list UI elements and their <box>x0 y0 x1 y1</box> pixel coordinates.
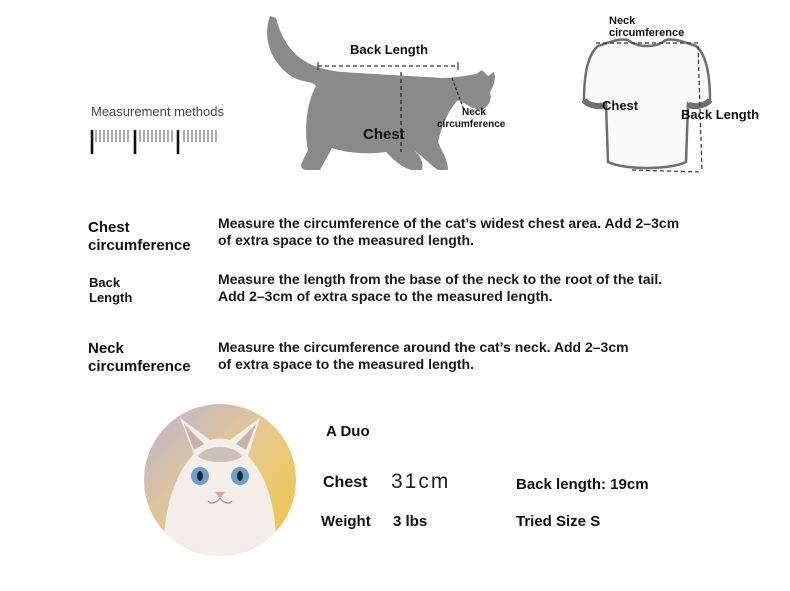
cat-chest-label: Chest <box>363 126 405 143</box>
desc-line: Measure the circumference around the cat’s neck. Add 2–3cm <box>218 339 629 355</box>
chest-value: 31cm <box>391 470 451 493</box>
term-line: Neck <box>88 340 124 357</box>
term-line: Chest <box>88 219 130 236</box>
desc-line: Measure the length from the base of the neck to the root of the tail. <box>218 271 663 287</box>
definition-desc-back-length <box>218 271 738 305</box>
desc-line: Add 2–3cm of extra space to the measured length. <box>218 288 553 304</box>
term-line: Length <box>89 290 133 305</box>
definition-term-chest <box>88 219 191 255</box>
chest-label: Chest <box>323 474 368 491</box>
cat-photo <box>144 404 296 556</box>
cat-back-length-label: Back Length <box>350 42 429 57</box>
desc-line: of extra space to the measured length. <box>218 232 474 248</box>
term-line: Back <box>89 275 121 290</box>
weight-value: 3 lbs <box>393 513 428 530</box>
cat-measurement-diagram <box>262 12 532 180</box>
shirt-neck-label-2: circumference <box>609 27 685 39</box>
shirt-neck-label-1: Neck <box>609 15 636 27</box>
cat-neck-label-2: circumference <box>437 119 506 130</box>
desc-line: Measure the circumference of the cat’s widest chest area. Add 2–3cm <box>218 215 680 231</box>
shirt-back-length-label: Back Length <box>681 107 760 122</box>
desc-line: of extra space to the measured length. <box>218 356 474 372</box>
ragdoll-cat-image <box>144 404 296 556</box>
weight-label: Weight <box>321 513 371 530</box>
shirt-chest-label: Chest <box>602 98 639 113</box>
definition-desc-chest <box>218 215 738 249</box>
measurement-methods-label: Measurement methods <box>91 104 224 119</box>
term-line: circumference <box>88 237 191 254</box>
example-cat-name: A Duo <box>326 423 370 440</box>
back-length-value: Back length: 19cm <box>516 476 649 493</box>
definition-term-neck <box>88 340 191 376</box>
definition-term-back-length <box>89 275 132 305</box>
ruler-icon <box>90 128 220 156</box>
definition-desc-neck <box>218 339 738 373</box>
cat-neck-label-1: Neck <box>462 107 486 118</box>
term-line: circumference <box>88 358 191 375</box>
tried-size: Tried Size S <box>516 513 601 530</box>
cat-silhouette-icon <box>262 12 532 180</box>
